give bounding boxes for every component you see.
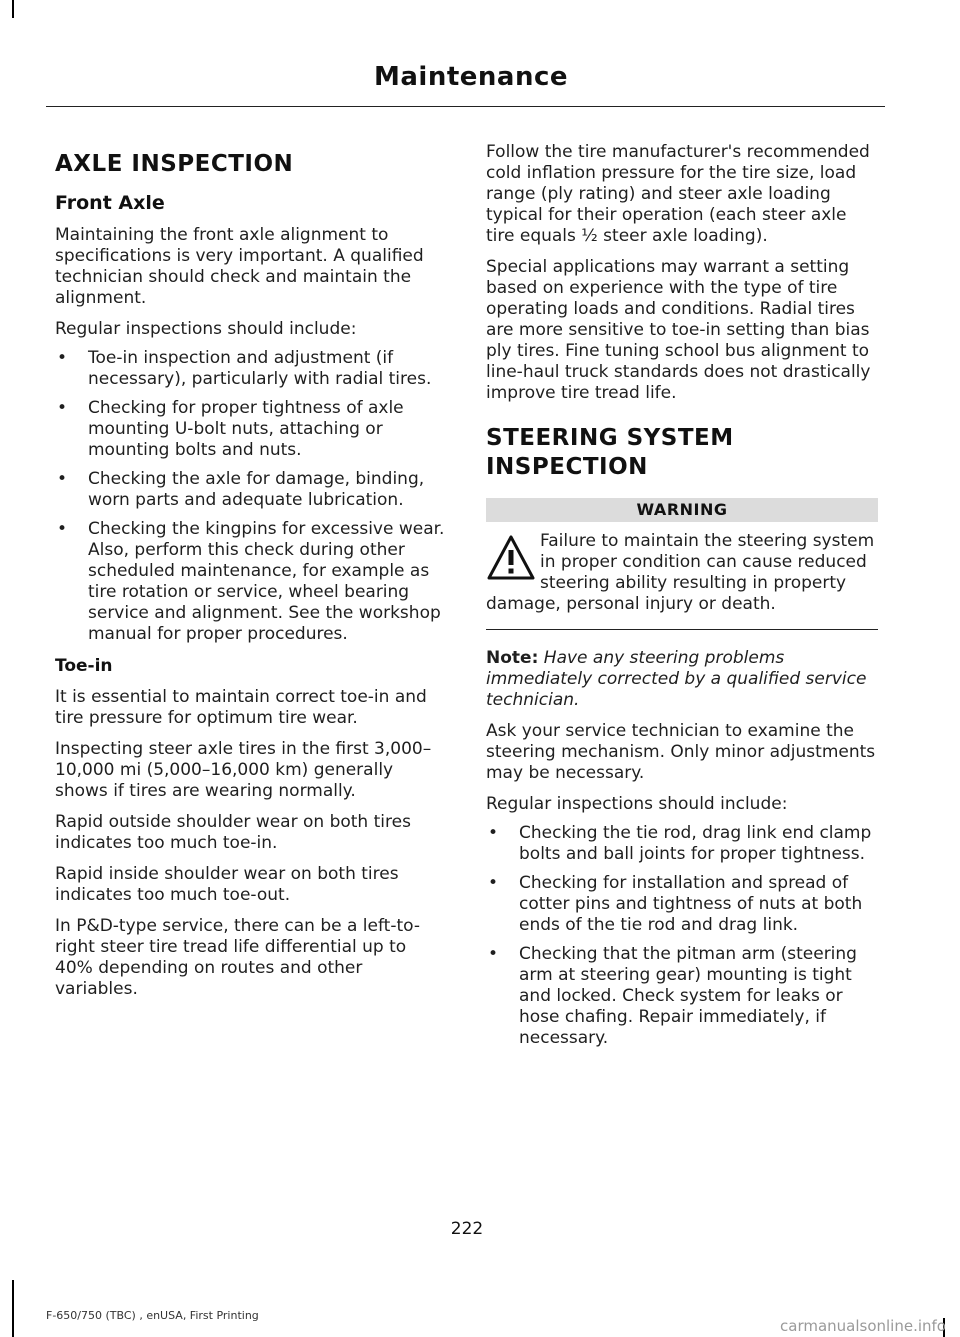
tire-pressure-paragraph: Follow the tire manufacturer's recommended cold inflation pressure for the tire size, load range (ply rating) and steer axle loading typical for their operation (each steer axle tire equals ½ steer axle loading). (486, 142, 870, 246)
crop-mark-bottom-left (12, 1280, 14, 1337)
note-paragraph (486, 648, 878, 711)
list-item: • Checking that the pitman arm (steering arm at steering gear) mounting is tight and locked. Check system for leaks or hose chafing. Repair immediately, if necessary. (488, 944, 857, 1048)
toe-in-paragraph: In P&D-type service, there can be a left-to-right steer tire tread life differential up to 40% depending on routes and other variables. (55, 916, 420, 999)
regular-inspections-intro: Regular inspections should include: (55, 319, 357, 339)
edition-footer: F-650/750 (TBC) , enUSA, First Printing (46, 1309, 259, 1322)
crop-mark-top-left (12, 0, 14, 18)
section-title: Maintenance (373, 62, 568, 92)
steering-system-heading: STEERING SYSTEM INSPECTION (486, 425, 734, 480)
list-item: • Checking for proper tightness of axle mounting U-bolt nuts, attaching or mounting bolts and nuts. (57, 398, 404, 460)
note-label: Note: (486, 648, 539, 668)
warning-triangle-icon (486, 534, 536, 582)
left-column (55, 142, 446, 1000)
regular-inspections-intro: Regular inspections should include: (486, 794, 788, 814)
warning-text: Failure to maintain the steering system in proper condition can cause reduced steering ability resulting in property damage, personal injury or death. (486, 531, 875, 614)
right-column (486, 142, 878, 1049)
special-applications-paragraph: Special applications may warrant a setting based on experience with the type of tire operating loads and conditions. Radial tires are more sensitive to toe-in setting than bias ply tires. Fine tuning school bus alignment to line-haul truck standards does not drastically improve tire tread life. (486, 257, 871, 403)
ask-technician-paragraph: Ask your service technician to examine the steering mechanism. Only minor adjustments may be necessary. (486, 721, 876, 783)
list-item: • Checking the kingpins for excessive wear. Also, perform this check during other scheduled maintenance, for example as tire rotation or service, wheel bearing service and alignment. See the workshop manual for proper procedures. (57, 519, 445, 644)
axle-inspection-heading: AXLE INSPECTION (55, 151, 294, 177)
page-number: 222 (450, 1219, 484, 1239)
front-axle-paragraph: Maintaining the front axle alignment to specifications is very important. A qualified technician should check and maintain the alignment. (55, 225, 424, 308)
steering-inspection-list (486, 823, 878, 1049)
header-rule (46, 106, 885, 107)
warning-rule (486, 629, 878, 630)
toe-in-paragraph: It is essential to maintain correct toe-in and tire pressure for optimum tire wear. (55, 687, 427, 728)
front-axle-heading: Front Axle (55, 192, 165, 214)
warning-label: WARNING (486, 498, 878, 522)
note-text: Have any steering problems immediately corrected by a qualified service technician. (486, 648, 867, 710)
toe-in-paragraph: Rapid outside shoulder wear on both tires indicates too much toe-in. (55, 812, 411, 853)
list-item: • Checking for installation and spread of cotter pins and tightness of nuts at both ends of the tie rod and drag link. (488, 873, 863, 935)
list-item: • Checking the axle for damage, binding, worn parts and adequate lubrication. (57, 469, 425, 510)
list-item: • Toe-in inspection and adjustment (if necessary), particularly with radial tires. (57, 348, 432, 389)
toe-in-paragraph: Inspecting steer axle tires in the first 3,000–10,000 mi (5,000–16,000 km) generally shows if tires are wearing normally. (55, 739, 432, 801)
toe-in-heading: Toe-in (55, 656, 113, 676)
toe-in-paragraph: Rapid inside shoulder wear on both tires indicates too much toe-out. (55, 864, 399, 905)
axle-inspection-list (55, 348, 446, 645)
list-item: • Checking the tie rod, drag link end clamp bolts and ball joints for proper tightness. (488, 823, 872, 864)
warning-box (486, 498, 878, 630)
watermark: carmanualsonline.info (780, 1317, 946, 1335)
